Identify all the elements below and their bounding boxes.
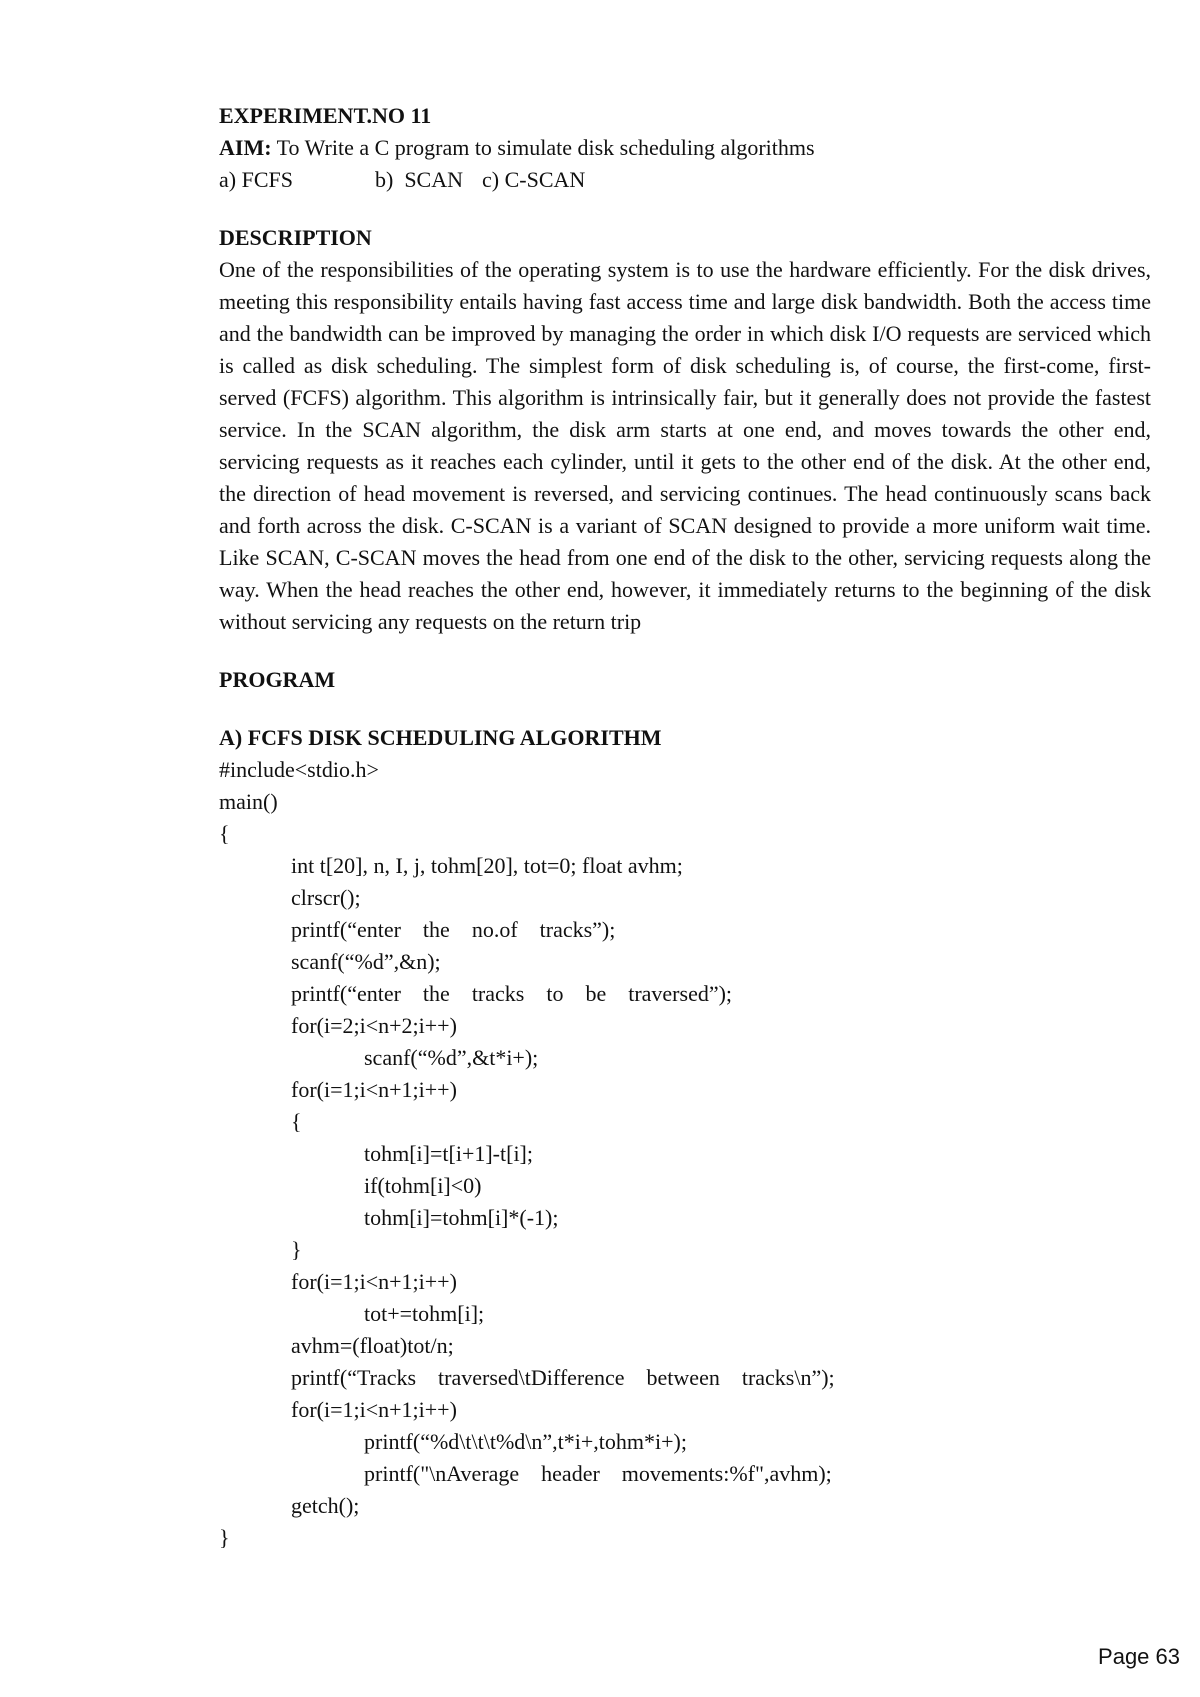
- program-heading: PROGRAM: [219, 667, 336, 692]
- option-cscan: c) C-SCAN: [482, 167, 586, 192]
- code-line: tohm[i]=tohm[i]*(-1);: [364, 1205, 559, 1230]
- page-content: [219, 100, 1151, 1554]
- code-line: printf(“enter the no.of tracks”);: [291, 917, 616, 942]
- code-line: #include<stdio.h>: [219, 757, 379, 782]
- code-line: }: [219, 1525, 230, 1550]
- code-block: [219, 754, 1151, 1554]
- code-line: {: [291, 1109, 302, 1134]
- code-line: scanf(“%d”,&n);: [291, 949, 441, 974]
- code-line: scanf(“%d”,&t*i+);: [364, 1045, 539, 1070]
- code-line: tohm[i]=t[i+1]-t[i];: [364, 1141, 533, 1166]
- code-line: for(i=2;i<n+2;i++): [291, 1013, 457, 1038]
- code-line: getch();: [291, 1493, 360, 1518]
- description-heading: DESCRIPTION: [219, 225, 372, 250]
- experiment-title: EXPERIMENT.NO 11: [219, 103, 432, 128]
- code-line: printf("\nAverage header movements:%f",avhm);: [364, 1461, 832, 1486]
- algorithm-heading: A) FCFS DISK SCHEDULING ALGORITHM: [219, 725, 662, 750]
- description-text: One of the responsibilities of the operating system is to use the hardware efficiently. For the disk drives, meeting this responsibility entails having fast access time and large disk bandwidth. Both the access time and the bandwidth can be improved by managing the order in which disk I/O requests are serviced which is called as disk scheduling. The simplest form of disk scheduling is, of course, the first-come, first-served (FCFS) algorithm. This algorithm is intrinsically fair, but it generally does not provide the fastest service. In the SCAN algorithm, the disk arm starts at one end, and moves towards the other end, servicing requests as it reaches each cylinder, until it gets to the other end of the disk. At the other end, the direction of head movement is reversed, and servicing continues. The head continuously scans back and forth across the disk. C-SCAN is a variant of SCAN designed to provide a more uniform wait time. Like SCAN, C-SCAN moves the head from one end of the disk to the other, servicing requests along the way. When the head reaches the other end, however, it immediately returns to the beginning of the disk without servicing any requests on the return trip: [219, 257, 1151, 634]
- code-line: tot+=tohm[i];: [364, 1301, 485, 1326]
- algorithm-options: [219, 164, 1151, 196]
- code-line: for(i=1;i<n+1;i++): [291, 1397, 457, 1422]
- aim-label: AIM:: [219, 135, 272, 160]
- code-line: for(i=1;i<n+1;i++): [291, 1077, 457, 1102]
- option-fcfs: a) FCFS: [219, 167, 293, 192]
- code-line: printf(“Tracks traversed\tDifference between tracks\n”);: [291, 1365, 835, 1390]
- option-scan: b) SCAN: [375, 167, 464, 192]
- aim-text: To Write a C program to simulate disk scheduling algorithms: [271, 135, 815, 160]
- page-number: Page 63: [1098, 1644, 1180, 1669]
- code-line: printf(“enter the tracks to be traversed”);: [291, 981, 733, 1006]
- code-line: {: [219, 821, 230, 846]
- code-line: avhm=(float)tot/n;: [291, 1333, 454, 1358]
- code-line: }: [291, 1237, 302, 1262]
- code-line: clrscr();: [291, 885, 361, 910]
- code-line: int t[20], n, I, j, tohm[20], tot=0; float avhm;: [291, 853, 683, 878]
- code-line: if(tohm[i]<0): [364, 1173, 482, 1198]
- code-line: printf(“%d\t\t\t%d\n”,t*i+,tohm*i+);: [364, 1429, 687, 1454]
- code-line: for(i=1;i<n+1;i++): [291, 1269, 457, 1294]
- aim-line: [219, 132, 1151, 164]
- code-line: main(): [219, 789, 278, 814]
